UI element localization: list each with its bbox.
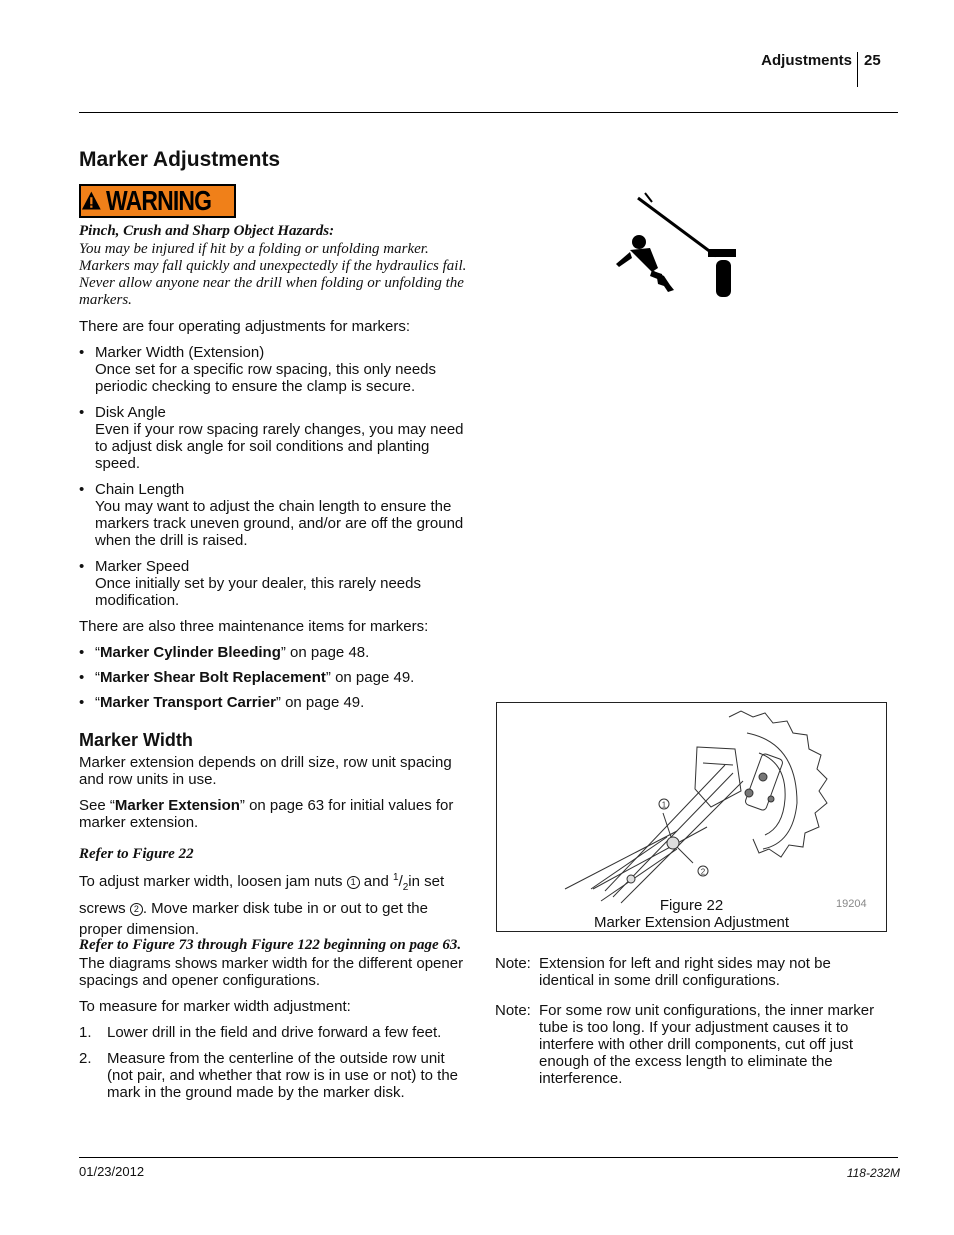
operating-list [79,344,471,609]
note-label: Note: [495,955,531,972]
refer-figures-73-122: Refer to Figure 73 through Figure 122 beginning on page 63. [79,937,462,953]
footer-date: 01/23/2012 [79,1164,145,1179]
warning-banner [79,184,236,218]
hazard-text: You may be injured if hit by a folding or unfolding marker. Markers may fall quickly and unexpectedly if the hydraulics fail. Never allow anyone near the drill when folding or unfolding the markers. [79,241,467,308]
top-rule [79,112,898,113]
figure-caption [496,897,887,931]
list-item [79,481,471,549]
callout-2: 2 [130,903,143,916]
list-item-title: • Disk Angle [95,404,166,421]
list-item: • “Marker Shear Bolt Replacement” on page 49. [79,669,471,686]
maintenance-intro: There are also three maintenance items for markers: [79,618,429,635]
maintenance-list [79,644,471,711]
note-1 [495,955,890,989]
note-text: Extension for left and right sides may not be identical in some drill configurations. [539,955,831,989]
list-item-text: Once initially set by your dealer, this rarely needs modification. [95,575,421,609]
list-item-text: Once set for a specific row spacing, this only needs periodic checking to ensure the clamp is secure. [95,361,437,395]
footer-doc-number: 118-232M [846,1166,900,1180]
list-item: • “Marker Transport Carrier” on page 49. [79,694,471,711]
list-item [79,558,471,609]
width-paragraph-3: To adjust marker width, loosen jam nuts 1 and $^1/_2in$ set screws 2 . Move marker disk tube in or out to get the proper dimension. [79,872,445,938]
link-marker-extension[interactable]: Marker Extension [114,797,240,814]
note-2 [495,1002,890,1087]
width-paragraph-2: See “Marker Extension” on page 63 for initial values for marker extension. [79,797,454,831]
note-label: Note: [495,1002,531,1019]
measure-steps [79,1024,471,1101]
link-cylinder-bleeding[interactable]: Marker Cylinder Bleeding [100,644,281,661]
list-item-text: You may want to adjust the chain length to ensure the markers track uneven ground, and/or are off the ground when the drill is raised. [95,498,464,549]
warning-triangle-icon [81,190,102,212]
list-item-title: • Chain Length [95,481,185,498]
figure-title: Marker Extension Adjustment [593,914,790,931]
refer-figure-22: Refer to Figure 22 [79,846,194,862]
section-heading: Marker Width [79,730,193,750]
header-section: Adjustments [761,52,852,69]
list-item-title: • Marker Width (Extension) [95,344,265,361]
page-title: Marker Adjustments [79,148,281,171]
list-item: • “Marker Cylinder Bleeding” on page 48. [79,644,471,661]
list-item-text: Even if your row spacing rarely changes, you may need to adjust disk angle for soil conditions and planting speed. [95,421,464,472]
list-item [79,344,471,395]
hazard-pictogram-icon [612,190,738,300]
hazard-title: Pinch, Crush and Sharp Object Hazards: [79,223,335,239]
list-item: 2. Measure from the centerline of the outside row unit (not pair, and whether that row is in use or not) to the mark in the ground made by the marker disk. [79,1050,459,1101]
width-paragraph-5: To measure for marker width adjustment: [79,998,351,1015]
figure-label: Figure 22 [659,897,724,914]
figure-number: 19204 [836,898,867,910]
bottom-rule [79,1157,898,1158]
figure-callout-2: 2 [700,867,706,877]
intro-text: There are four operating adjustments for markers: [79,318,410,335]
width-paragraph-1: Marker extension depends on drill size, row unit spacing and row units in use. [79,754,452,788]
link-transport-carrier[interactable]: Marker Transport Carrier [100,694,276,711]
warning-label: WARNING [105,185,211,216]
note-text: For some row unit configurations, the inner marker tube is too long. If your adjustment causes it to interfere with other drill components, cut off just enough of the excess length to eliminate the interference. [539,1002,875,1087]
list-item-title: • Marker Speed [95,558,190,575]
width-paragraph-4: The diagrams shows marker width for the different opener spacings and opener configurations. [79,955,464,989]
list-item [79,404,471,472]
page-number: 25 [864,52,881,69]
link-shear-bolt[interactable]: Marker Shear Bolt Replacement [100,669,326,686]
list-item: 1. Lower drill in the field and drive forward a few feet. [79,1024,442,1041]
header-divider [857,52,858,87]
callout-1: 1 [347,876,360,889]
figure-callout-1: 1 [661,800,667,810]
